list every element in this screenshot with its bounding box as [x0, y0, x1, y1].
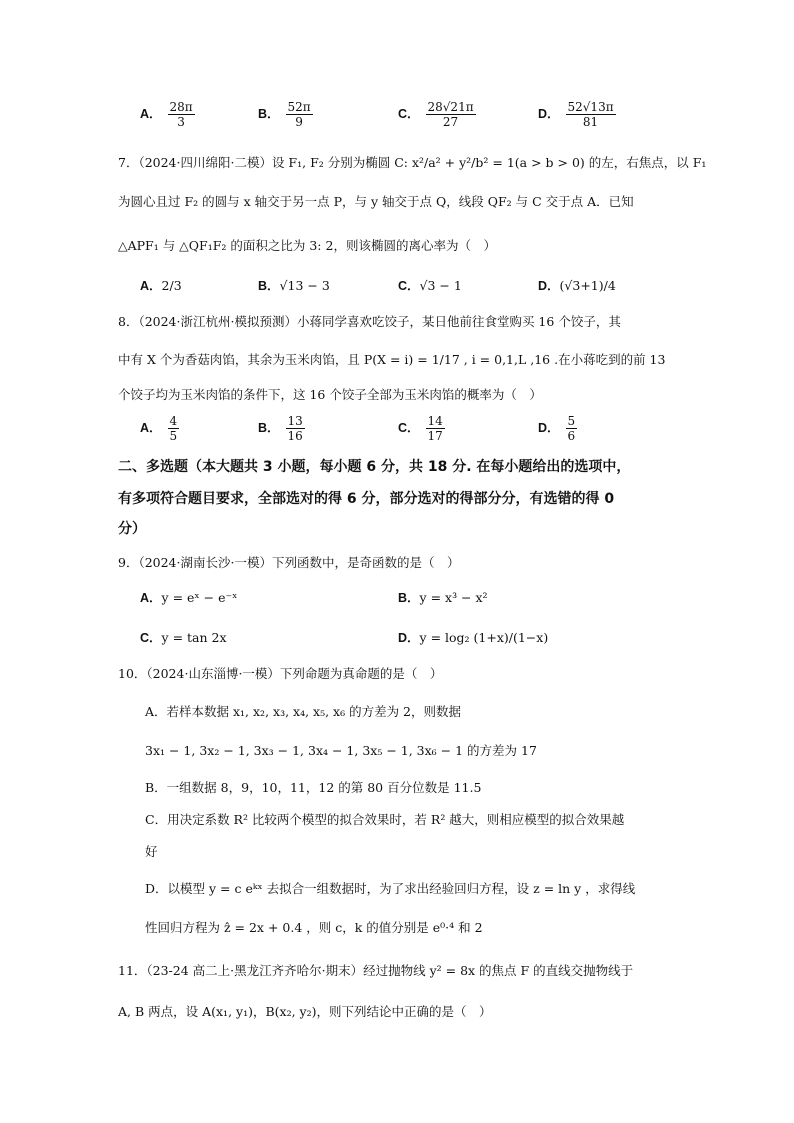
q11-line-2: A, B 两点，设 A(x₁, y₁)，B(x₂, y₂)，则下列结论中正确的是（ ）	[118, 1004, 492, 1019]
q9-stem: 9．（2024·湖南长沙·一模）下列函数中，是奇函数的是（ ）	[118, 555, 460, 570]
q9-option-b: B．y = x³ − x²	[398, 590, 488, 605]
q7-line-3: △APF₁ 与 △QF₁F₂ 的面积之比为 3: 2，则该椭圆的离心率为（ ）	[118, 238, 496, 253]
q8-option-b: B． $\frac{13}{16}$	[258, 414, 303, 443]
q10-option-a-line-2: 3x₁ − 1, 3x₂ − 1, 3x₃ − 1, 3x₄ − 1, 3x₅ − 1, 3x₆ − 1 的方差为 17	[145, 743, 537, 758]
q7-line-2: 为圆心且过 F₂ 的圆与 x 轴交于另一点 P，与 y 轴交于点 Q，线段 QF₂ 与 C 交于点 A．已知	[118, 194, 634, 209]
fraction: $\frac{5}{6}$	[567, 414, 576, 443]
q10-stem: 10．（2024·山东淄博·一模）下列命题为真命题的是（ ）	[118, 666, 443, 681]
q10-option-c-line-1: C．用决定系数 R² 比较两个模型的拟合效果时，若 R² 越大，则相应模型的拟合效果越	[145, 812, 625, 827]
q10-option-d-line-2: 性回归方程为 ẑ = 2x + 0.4 ，则 c，k 的值分别是 e⁰·⁴ 和 2	[145, 920, 483, 935]
option-letter: C．	[398, 107, 420, 121]
option-letter: A．	[140, 107, 162, 121]
fraction: $\frac{13}{16}$	[287, 414, 303, 443]
fraction: $\frac{28\pi}{3}$	[169, 100, 193, 129]
fraction: $\frac{4}{5}$	[169, 414, 178, 443]
q6-option-d	[538, 100, 618, 129]
q11-line-1: 11．（23-24 高二上·黑龙江齐齐哈尔·期末）经过抛物线 y² = 8x 的焦点 F 的直线交抛物线于	[118, 963, 634, 978]
q10-option-a-line-1: A．若样本数据 x₁, x₂, x₃, x₄, x₅, x₆ 的方差为 2，则数据	[145, 704, 461, 719]
q6-option-b	[258, 100, 315, 129]
q7-option-b: B．√13 − 3	[258, 278, 330, 293]
q7-option-d: D．(√3+1)/4	[538, 278, 616, 293]
q6-option-a	[140, 100, 197, 129]
q7-option-c: C．√3 − 1	[398, 278, 462, 293]
q8-line-1: 8．（2024·浙江杭州·模拟预测）小蒋同学喜欢吃饺子，某日他前往食堂购买 16 个饺子，其	[118, 314, 621, 329]
q8-option-d: D． $\frac{5}{6}$	[538, 414, 576, 443]
option-letter: B．	[258, 107, 280, 121]
q8-option-c: C． $\frac{14}{17}$	[398, 414, 443, 443]
q10-option-c-line-2: 好	[145, 844, 158, 859]
section-2-heading-line-1: 二、多选题（本大题共 3 小题，每小题 6 分，共 18 分. 在每小题给出的选项中，	[118, 459, 631, 475]
section-2-heading-line-2: 有多项符合题目要求，全部选对的得 6 分，部分选对的得部分分，有选错的得 0	[118, 491, 615, 507]
option-letter: D．	[538, 107, 560, 121]
fraction: $\frac{52√13\pi}{81}$	[567, 100, 614, 129]
q10-option-b: B．一组数据 8，9，10，11，12 的第 80 百分位数是 11.5	[145, 780, 482, 795]
q9-option-c: C．y = tan 2x	[140, 630, 227, 645]
q6-option-c	[398, 100, 478, 129]
q7-line-1: 7．（2024·四川绵阳·二模）设 F₁, F₂ 分别为椭圆 C: x²/a² + y²/b² = 1(a > b > 0) 的左，右焦点，以 F₁	[118, 155, 707, 170]
q8-line-3: 个饺子均为玉米肉馅的条件下，这 16 个饺子全部为玉米肉馅的概率为（ ）	[118, 387, 542, 402]
section-2-heading-line-3: 分）	[118, 521, 146, 537]
q7-option-a: A．2/3	[140, 278, 182, 293]
q10-option-d-line-1: D．以模型 y = c eᵏˣ 去拟合一组数据时，为了求出经验回归方程，设 z = ln y ，求得线	[145, 881, 636, 896]
q9-option-a: A．y = eˣ − e⁻ˣ	[140, 590, 238, 605]
fraction: $\frac{28√21\pi}{27}$	[427, 100, 474, 129]
q8-line-2: 中有 X 个为香菇肉馅，其余为玉米肉馅，且 P(X = i) = 1/17 , i = 0,1,L ,16 .在小蒋吃到的前 13	[118, 352, 666, 367]
q8-option-a: A． $\frac{4}{5}$	[140, 414, 178, 443]
q9-option-d: D．y = log₂ (1+x)/(1−x)	[398, 630, 549, 645]
fraction: $\frac{14}{17}$	[427, 414, 443, 443]
fraction: $\frac{52\pi}{9}$	[287, 100, 311, 129]
